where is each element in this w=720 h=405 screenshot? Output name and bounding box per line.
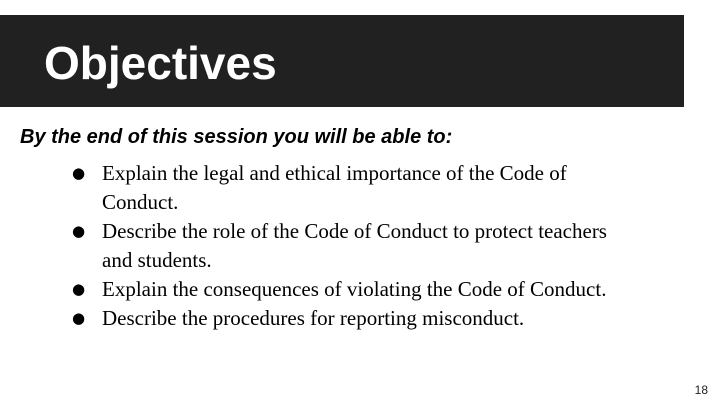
bullet-icon: ● (72, 164, 86, 182)
objective-item-2 (72, 217, 642, 275)
slide-title: Objectives (44, 37, 277, 89)
bullet-icon: ● (72, 309, 86, 327)
objective-item-4 (72, 304, 642, 333)
bullet-icon: ● (72, 280, 86, 298)
objective-list (72, 159, 642, 333)
objective-text-1: Explain the legal and ethical importance of the Code of Conduct. (102, 161, 567, 214)
objective-item-3 (72, 275, 642, 304)
objective-text-2: Describe the role of the Code of Conduct to protect teachers and students. (102, 219, 607, 272)
objective-item-1 (72, 159, 642, 217)
bullet-icon: ● (72, 222, 86, 240)
objective-text-3: Explain the consequences of violating the Code of Conduct. (102, 277, 607, 301)
page-number: 18 (694, 383, 708, 397)
objective-text-4: Describe the procedures for reporting misconduct. (102, 306, 525, 330)
intro-text: By the end of this session you will be able to: (20, 126, 453, 148)
